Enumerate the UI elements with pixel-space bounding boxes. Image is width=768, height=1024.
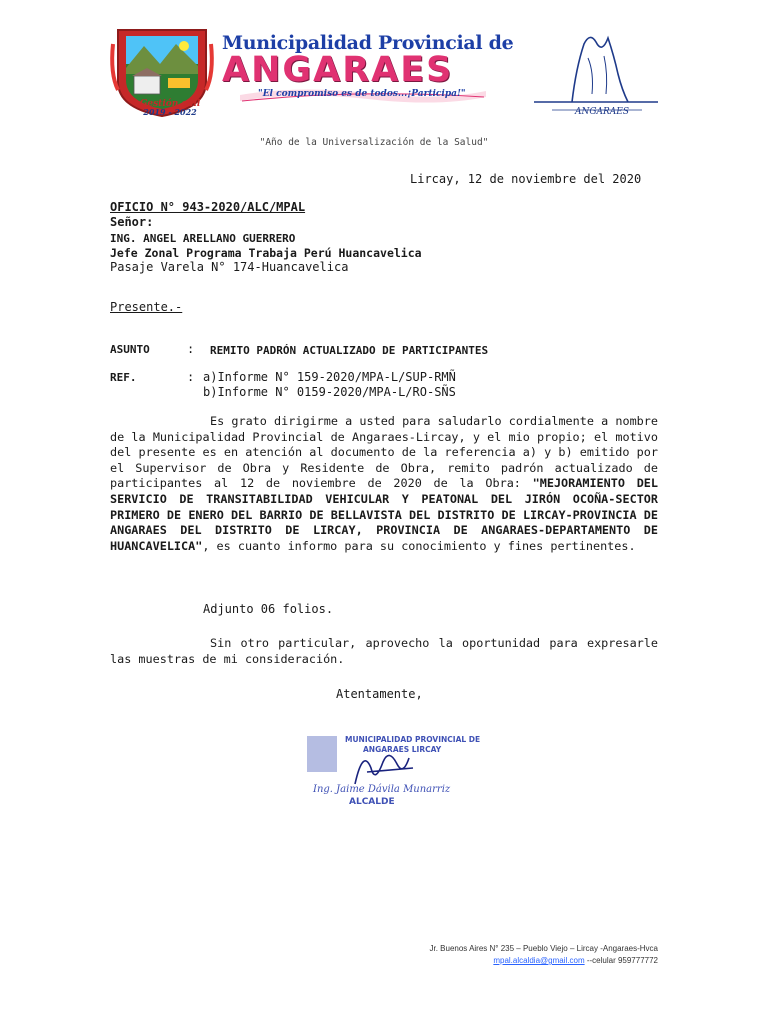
body-paragraph-1 — [110, 414, 658, 554]
municipality-slogan: "El compromiso es de todos...¡Participa!" — [258, 89, 466, 99]
project-name: "MEJORAMIENTO DEL SERVICIO DE TRANSITABILIDAD VEHICULAR Y PEATONAL DEL JIRÓN OCOÑA-SECTOR PRIMERO DE ENERO DEL BARRIO DE BELLAVISTA DEL DISTRITO DE LIRCAY-PROVINCIA DE ANGARAES DEL DISTRITO DE LIRCAY, PROVINCIA DE ANGARAES-DEPARTAMENTO DE HUANCAVELICA" — [110, 476, 658, 553]
stamp-emblem-icon — [307, 736, 337, 772]
place-date: Lircay, 12 de noviembre del 2020 — [410, 172, 642, 186]
ref-colon: : — [187, 370, 195, 384]
footer-address: Jr. Buenos Aires N° 235 – Pueblo Viejo – Lircay -Angaraes-Hvca — [429, 944, 658, 953]
stamp-role: ALCALDE — [349, 797, 395, 807]
recipient-address: Pasaje Varela N° 174-Huancavelica — [110, 260, 349, 274]
ref-a: a)Informe N° 159-2020/MPA-L/SUP-RMÑ — [203, 370, 456, 384]
stamp-line2: ANGARAES LIRCAY — [363, 745, 442, 754]
footer-phone: --celular 959777772 — [584, 956, 658, 965]
municipality-title: Municipalidad Provincial de — [222, 32, 514, 54]
ref-label: REF. — [110, 371, 137, 384]
presente: Presente.- — [110, 300, 183, 314]
stamp-line1: MUNICIPALIDAD PROVINCIAL DE — [345, 735, 481, 744]
municipality-name: ANGARAES — [222, 50, 454, 90]
salutation: Señor: — [110, 215, 154, 229]
reference-number: OFICIO N° 943-2020/ALC/MPAL — [110, 200, 306, 214]
recipient-title: Jefe Zonal Programa Trabaja Perú Huancavelica — [110, 246, 422, 260]
asunto-colon: : — [187, 342, 195, 356]
body-p1-closing: , es cuanto informo para su conocimiento y fines pertinentes. — [202, 538, 636, 553]
ref-b: b)Informe N° 0159-2020/MPA-L/RO-SÑS — [203, 385, 456, 399]
signature-stamp — [305, 728, 481, 808]
asunto-label: ASUNTO — [110, 343, 150, 356]
stamp-signer: Ing. Jaime Dávila Munarriz — [313, 784, 451, 795]
closing: Atentamente, — [336, 687, 423, 701]
gestion-label: Gestión edil 2019 - 2022 — [139, 99, 201, 117]
handwritten-signature — [355, 755, 413, 784]
footer-email[interactable]: mpal.alcaldia@gmail.com — [493, 956, 585, 965]
angaraes-monument-icon — [532, 28, 660, 116]
asunto-text: REMITO PADRÓN ACTUALIZADO DE PARTICIPANTES — [210, 344, 489, 357]
right-logo-caption: ANGARAES — [574, 107, 630, 117]
recipient-name: ING. ANGEL ARELLANO GUERRERO — [110, 232, 296, 245]
adjunto: Adjunto 06 folios. — [203, 602, 334, 616]
body-p1-intro: Es grato dirigirme a usted para saludarlo cordialmente a nombre de la Municipalidad Provincial de Angaraes-Lircay, y el mio propio; el motivo del presente es en atención al documento de la referencia a) y b) emitido por el Supervisor de Obra y Residente de Obra, remito padrón actualizado de participantes al 12 de noviembre de 2020 de la Obra: — [110, 414, 658, 491]
year-motto: "Año de la Universalización de la Salud" — [259, 137, 489, 148]
footer-contact — [380, 956, 658, 965]
body-paragraph-2: Sin otro particular, aprovecho la oportunidad para expresarle las muestras de mi consideración. — [110, 636, 658, 666]
